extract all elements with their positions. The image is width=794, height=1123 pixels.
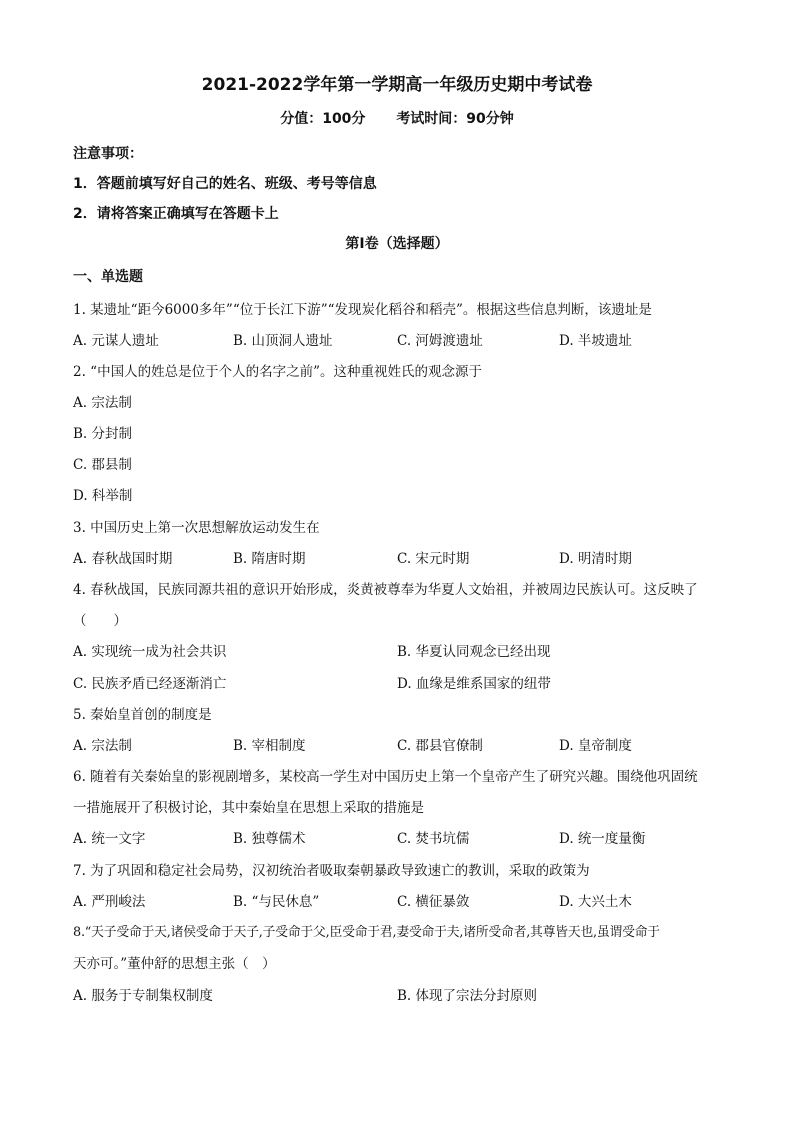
option-a: A. 春秋战国时期 [73,551,173,567]
option-c: C. 焚书坑儒 [397,831,470,847]
option-b: B. 宰相制度 [233,738,306,754]
option-b: B. 华夏认同观念已经出现 [397,644,551,660]
option-c: C. 民族矛盾已经逐渐消亡 [73,676,227,692]
option-b: B. 山顶洞人遗址 [233,333,333,349]
time-info: 考试时间：90分钟 [396,111,514,127]
option-b: B. “与民休息” [233,894,320,910]
option-a: A. 宗法制 [73,738,132,754]
option-d: D. 科举制 [73,488,133,504]
part-title: 第I卷（选择题） [345,236,449,252]
option-c: C. 河姆渡遗址 [397,333,483,349]
option-b: B. 体现了宗法分封原则 [397,988,538,1004]
option-c: C. 宋元时期 [397,551,470,567]
option-d: D. 血缘是维系国家的纽带 [397,676,551,692]
question-stem-cont: 一措施展开了积极讨论，其中秦始皇在思想上采取的措施是 [73,800,424,816]
option-a: A. 统一文字 [73,831,146,847]
question-stem: 4. 春秋战国，民族同源共祖的意识开始形成，炎黄被尊奉为华夏人文始祖，并被周边民族认可。这反映了 [73,582,698,598]
section-title: 一、单选题 [73,269,143,285]
note-item: 1．答题前填写好自己的姓名、班级、考号等信息 [73,176,377,192]
question-stem: 2. “中国人的姓总是位于个人的名字之前”。这种重视姓氏的观念源于 [73,364,482,380]
option-d: D. 皇帝制度 [559,738,632,754]
exam-subtitle [0,108,794,128]
option-a: A. 宗法制 [73,395,132,411]
option-d: D. 大兴土木 [559,894,632,910]
option-b: B. 独尊儒术 [233,831,306,847]
question-stem: 3. 中国历史上第一次思想解放运动发生在 [73,520,320,536]
question-stem: 8.“天子受命于天,诸侯受命于天子,子受命于父,臣受命于君,妻受命于夫,诸所受命者,其尊皆天也,虽谓受命于 [73,925,660,940]
option-d: D. 统一度量衡 [559,831,646,847]
question-stem-cont: （ ） [73,613,127,629]
option-c: C. 郡县制 [73,457,132,473]
exam-title: 2021-2022学年第一学期高一年级历史期中考试卷 [201,75,593,95]
option-a: A. 实现统一成为社会共识 [73,644,227,660]
option-b: B. 分封制 [73,426,133,442]
notes-heading: 注意事项： [73,146,143,162]
option-c: C. 郡县官僚制 [397,738,483,754]
option-d: D. 明清时期 [559,551,632,567]
score-info: 分值：100分 [280,111,366,127]
question-stem: 5. 秦始皇首创的制度是 [73,707,212,723]
option-d: D. 半坡遗址 [559,333,632,349]
option-a: A. 服务于专制集权制度 [73,988,213,1004]
question-stem: 6. 随着有关秦始皇的影视剧增多，某校高一学生对中国历史上第一个皇帝产生了研究兴趣。围绕他巩固统 [73,769,698,785]
option-b: B. 隋唐时期 [233,551,306,567]
question-stem: 1. 某遗址“距今6000多年”“位于长江下游”“发现炭化稻谷和稻壳”。根据这些信息判断，该遗址是 [73,302,652,318]
note-item: 2．请将答案正确填写在答题卡上 [73,206,279,222]
option-c: C. 横征暴敛 [397,894,470,910]
option-a: A. 严刑峻法 [73,894,146,910]
question-stem-cont: 天亦可。”董仲舒的思想主张（ ） [73,956,276,972]
question-stem: 7. 为了巩固和稳定社会局势，汉初统治者吸取秦朝暴政导致速亡的教训，采取的政策为 [73,863,590,879]
option-a: A. 元谋人遗址 [73,333,159,349]
